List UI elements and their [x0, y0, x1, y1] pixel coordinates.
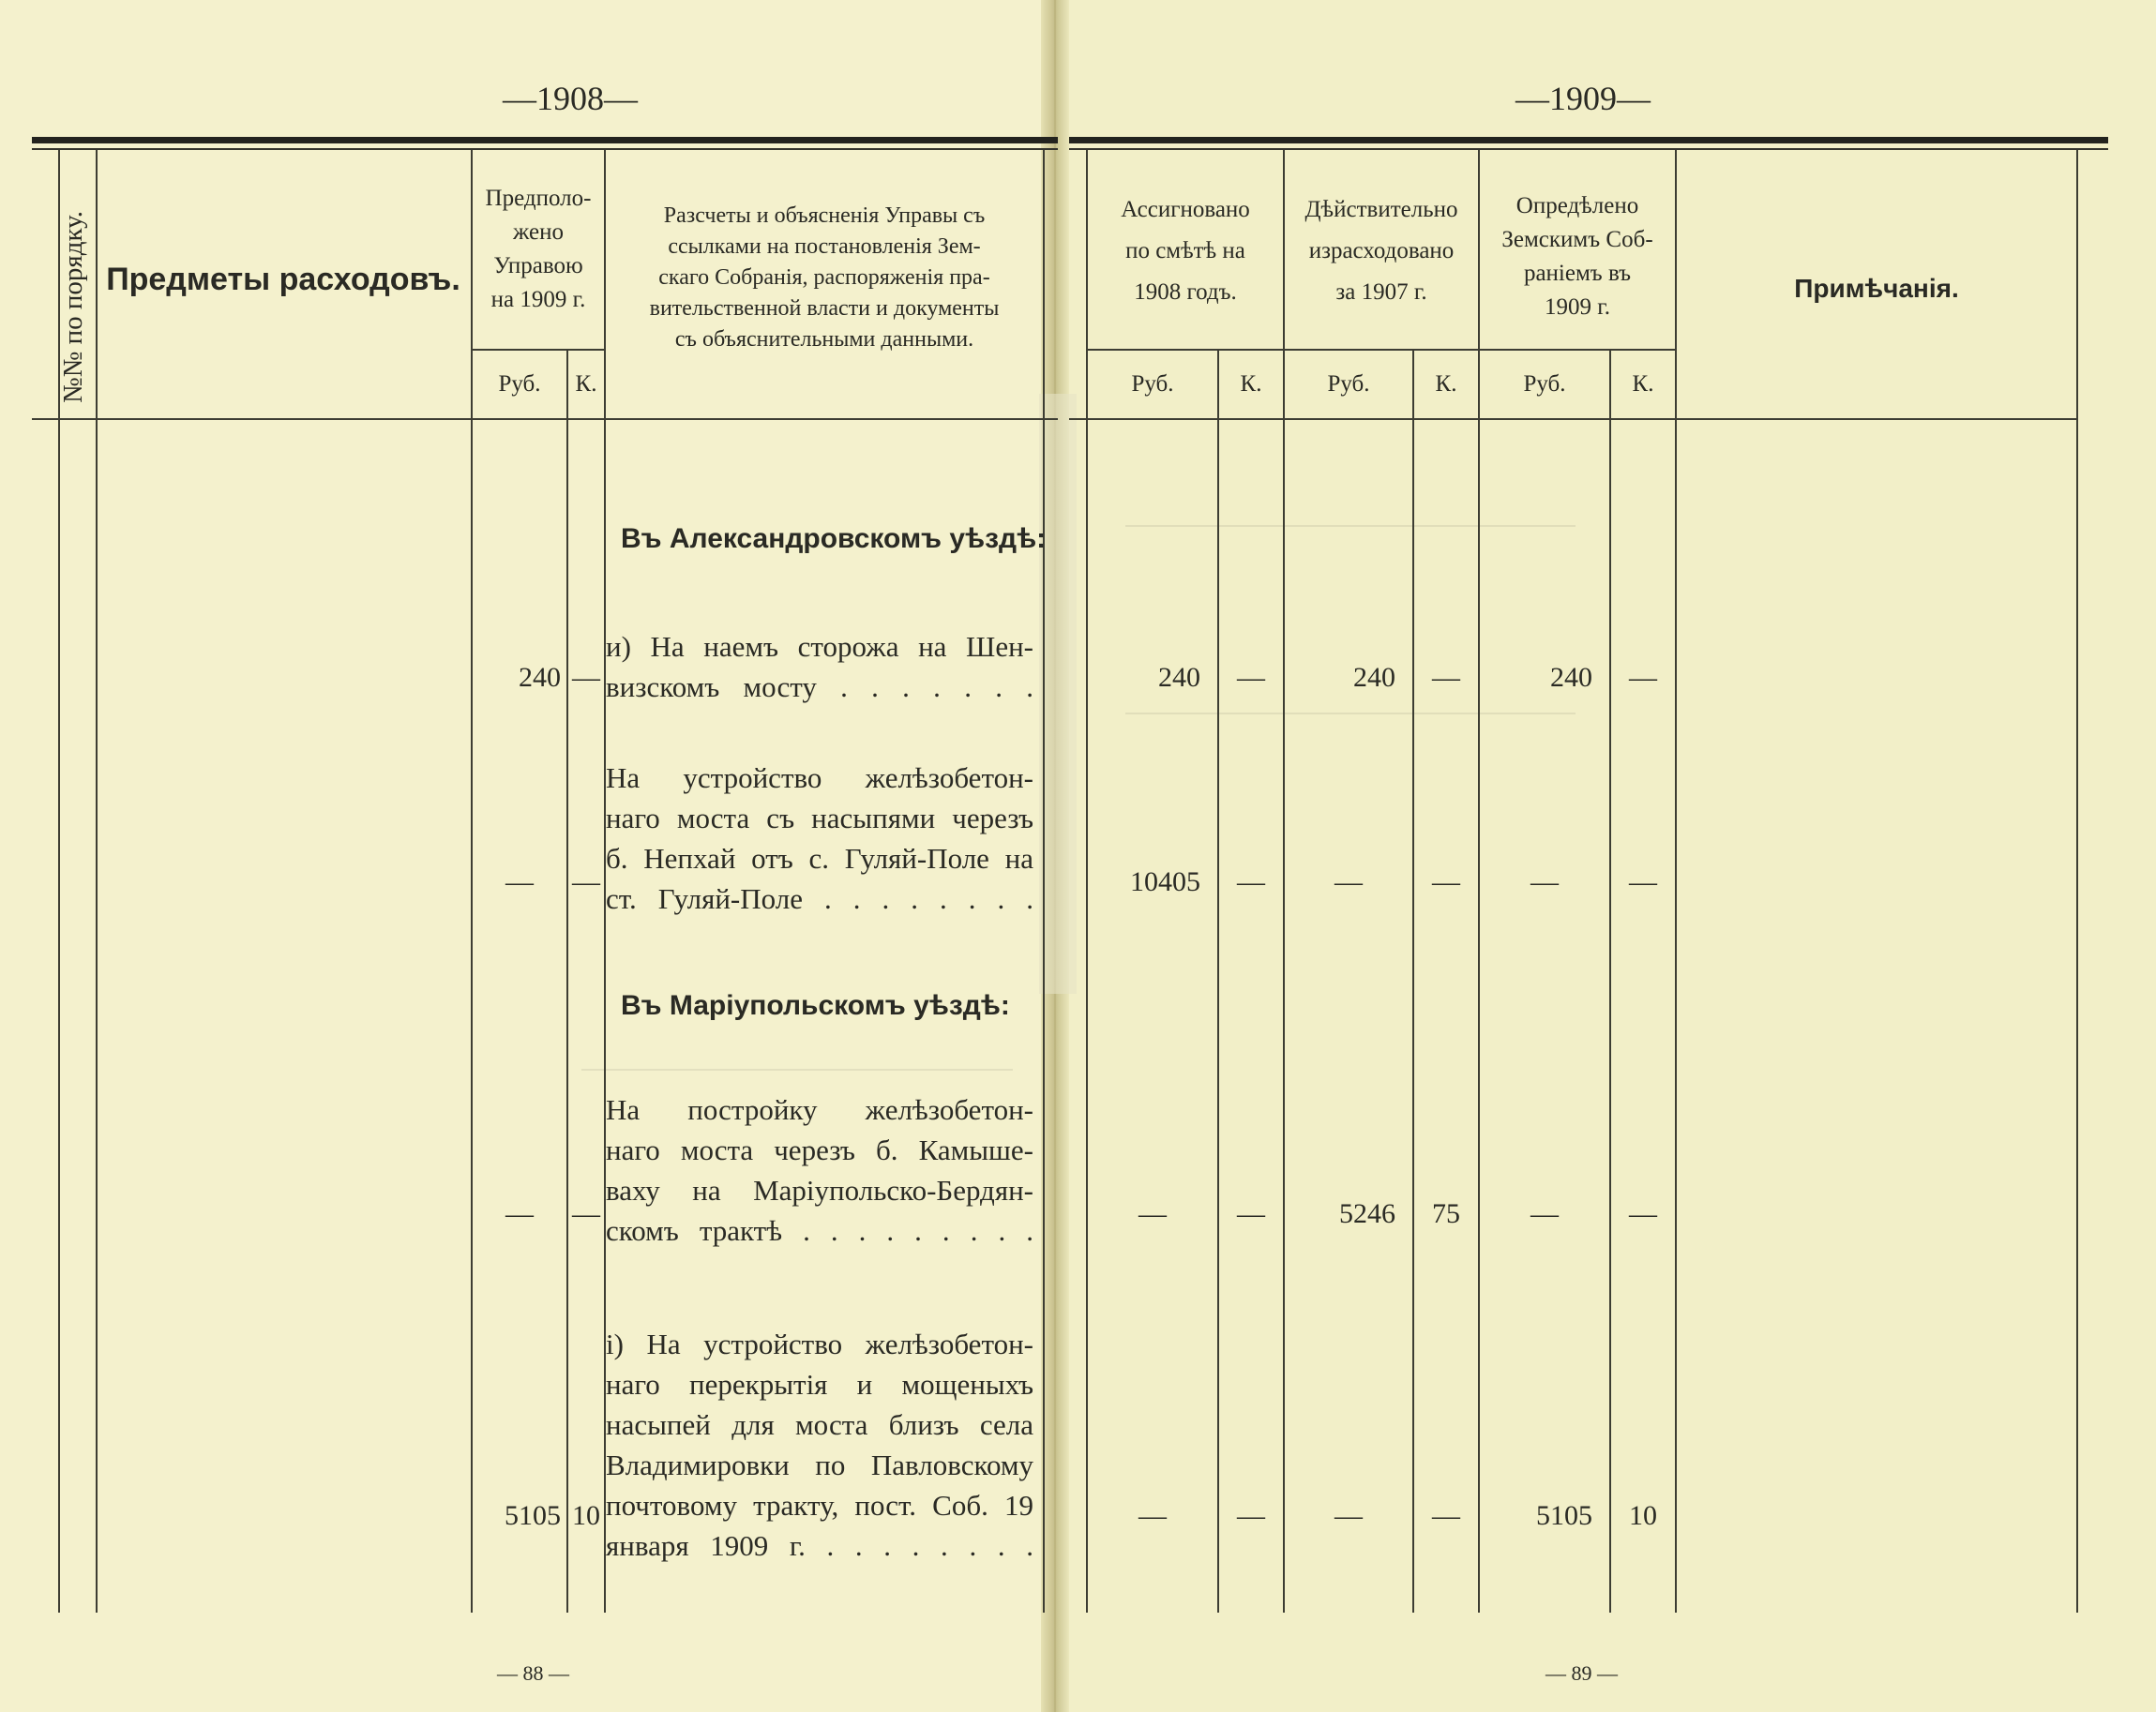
proposed-kop-label: К.	[575, 371, 597, 397]
bleed-through-line	[581, 1069, 1013, 1080]
paper-strip	[1039, 394, 1077, 994]
determined-kop-label: К.	[1632, 371, 1654, 397]
col-line	[1043, 150, 1045, 1613]
header-proposed-column: Предполо- жено Управою на 1909 г.	[485, 186, 592, 312]
col-line	[1412, 349, 1414, 1613]
right-header-bottom-rule	[1069, 418, 2077, 420]
entry-3-text: На постройку желѣзобетон- наго моста черезъ б. Камыше- ваху на Маріупольско-Бердян- скомъ трактѣ . . . . . . . . .	[606, 1093, 1033, 1247]
entry-3-determined-rub: —	[1530, 1198, 1559, 1229]
col-line	[1217, 349, 1219, 1613]
entry-3-actual-kop: 75	[1432, 1198, 1460, 1229]
right-top-rule	[1069, 137, 2108, 143]
section-heading-alexandrovsk: Въ Александровскомъ уѣздѣ:	[621, 523, 1047, 554]
header-assigned-column: Ассигновано по смѣтѣ на 1908 годъ.	[1121, 197, 1250, 305]
left-page-number: — 88 —	[497, 1661, 569, 1685]
entry-3-determined-kop: —	[1629, 1198, 1657, 1229]
entry-3-actual-rub: 5246	[1339, 1198, 1395, 1229]
entry-4-determined-kop: 10	[1629, 1500, 1657, 1531]
entry-2-actual-kop: —	[1432, 866, 1460, 897]
entry-2-proposed-rub: —	[505, 866, 534, 897]
entry-2-actual-rub: —	[1334, 866, 1363, 897]
right-page-number: — 89 —	[1545, 1661, 1618, 1685]
col-line	[96, 150, 98, 1613]
right-unit-rule	[1086, 349, 1675, 351]
assigned-kop-label: К.	[1240, 371, 1262, 397]
assigned-rub-label: Руб.	[1131, 371, 1174, 397]
entry-4-assigned-kop: —	[1237, 1500, 1265, 1531]
entry-3-assigned-kop: —	[1237, 1198, 1265, 1229]
entry-4-actual-kop: —	[1432, 1500, 1460, 1531]
left-top-rule-thin	[32, 148, 1058, 150]
proposed-rub-label: Руб.	[498, 371, 541, 397]
entry-2-assigned-rub: 10405	[1130, 866, 1200, 897]
col-line	[1675, 150, 1677, 1613]
left-year-heading: —1908—	[503, 80, 638, 117]
col-line	[1609, 349, 1611, 1613]
right-year-heading: —1909—	[1515, 80, 1651, 117]
entry-2-determined-kop: —	[1629, 866, 1657, 897]
entry-2-determined-rub: —	[1530, 866, 1559, 897]
header-notes-column: Разсчеты и объясненія Управы съ ссылками на постановленія Зем- скаго Собранія, распоряженія пра- вительственной власти и документы съ объяснительными данными.	[649, 203, 1000, 352]
entry-4-actual-rub: —	[1334, 1500, 1363, 1531]
entry-4-proposed-rub: 5105	[505, 1500, 561, 1531]
entry-3-assigned-rub: —	[1138, 1198, 1167, 1229]
header-items-column: Предметы расходовъ.	[106, 262, 460, 297]
entry-1-text: и) На наемъ сторожа на Шен- визскомъ мосту . . . . . . .	[606, 630, 1033, 703]
entry-1-actual-kop: —	[1432, 662, 1460, 693]
actual-kop-label: К.	[1435, 371, 1457, 397]
bleed-through-line	[1125, 525, 1576, 536]
entry-1-assigned-kop: —	[1237, 662, 1265, 693]
left-top-rule	[32, 137, 1058, 143]
left-header-bottom-rule	[32, 418, 1058, 420]
entry-1-determined-kop: —	[1629, 662, 1657, 693]
determined-rub-label: Руб.	[1523, 371, 1566, 397]
entry-2-proposed-kop: —	[572, 866, 600, 897]
header-remarks-column: Примѣчанія.	[1794, 274, 1959, 303]
col-line	[2076, 150, 2078, 1613]
header-number-column: №№ по порядку.	[58, 211, 88, 403]
entry-1-proposed-kop: —	[572, 662, 600, 693]
entry-1-determined-rub: 240	[1550, 662, 1592, 693]
entry-1-assigned-rub: 240	[1158, 662, 1200, 693]
header-determined-column: Опредѣлено Земскимъ Соб- раніемъ въ 1909 г.	[1501, 193, 1653, 320]
bleed-through-line	[1125, 713, 1576, 724]
right-top-rule-thin	[1069, 148, 2108, 150]
entry-4-assigned-rub: —	[1138, 1500, 1167, 1531]
entry-4-text: і) На устройство желѣзобетон- наго перекрытія и мощеныхъ насыпей для моста близъ села Владимировки по Павловскому почтовому тракту, пост. Соб. 19 января 1909 г. . . . . . . . .	[606, 1328, 1033, 1562]
col-line	[566, 349, 568, 1613]
entry-2-assigned-kop: —	[1237, 866, 1265, 897]
actual-rub-label: Руб.	[1327, 371, 1370, 397]
entry-2-text: На устройство желѣзобетон- наго моста съ насыпями черезъ б. Непхай отъ с. Гуляй-Поле на ст. Гуляй-Поле . . . . . . . .	[606, 761, 1033, 915]
entry-4-determined-rub: 5105	[1536, 1500, 1592, 1531]
header-actual-column: Дѣйствительно израсходовано за 1907 г.	[1304, 197, 1458, 305]
entry-3-proposed-kop: —	[572, 1198, 600, 1229]
section-heading-mariupol: Въ Маріупольскомъ уѣздѣ:	[621, 990, 1010, 1021]
entry-1-actual-rub: 240	[1353, 662, 1395, 693]
entry-1-proposed-rub: 240	[519, 662, 561, 693]
entry-4-proposed-kop: 10	[572, 1500, 600, 1531]
entry-3-proposed-rub: —	[505, 1198, 534, 1229]
left-unit-rule	[471, 349, 604, 351]
